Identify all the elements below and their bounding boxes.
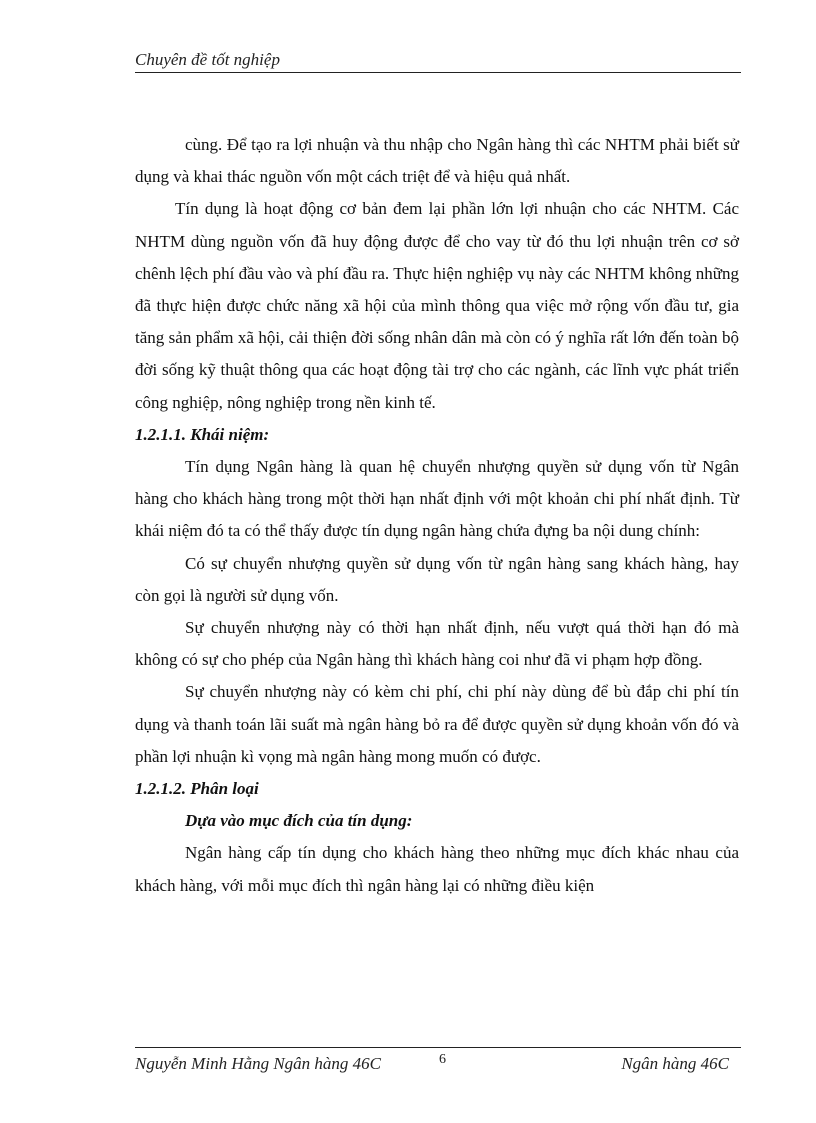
paragraph-credit-definition: Tín dụng Ngân hàng là quan hệ chuyển nhượng quyền sử dụng vốn từ Ngân hàng cho khách hàng trong một thời hạn nhất định với một khoản chi phí nhất định. Từ khái niệm đó ta có thể thấy được tín dụng ngân hàng chứa đựng ba nội dung chính: <box>135 457 739 541</box>
subheading-by-purpose: Dựa vào mục đích của tín dụng: <box>185 811 413 831</box>
section-heading-concept: 1.2.1.1. Khái niệm: <box>135 424 270 444</box>
paragraph-transfer-cost: Sự chuyển nhượng này có kèm chi phí, chi phí này dùng để bù đắp chi phí tín dụng và thanh toán lãi suất mà ngân hàng bỏ ra để được quyền sử dụng khoản vốn đó và phần lợi nhuận kì vọng mà ngân hàng mong muốn có được. <box>135 682 739 766</box>
page-number: 6 <box>439 1052 446 1067</box>
page-header <box>135 50 741 73</box>
document-body <box>135 129 739 902</box>
footer-department: Ngân hàng 46C <box>621 1054 729 1073</box>
paragraph-credit-intro: Tín dụng là hoạt động cơ bản đem lại phần lớn lợi nhuận cho các NHTM. Các NHTM dùng nguồn vốn đã huy động được để cho vay từ đó thu lợi nhuận trên cơ sở chênh lệch phí đầu vào và phí đầu ra. Thực hiện nghiệp vụ này các NHTM không những đã thực hiện được chức năng xã hội của mình thông qua việc mở rộng vốn đầu tư, gia tăng sản phẩm xã hội, cải thiện đời sống nhân dân mà còn có ý nghĩa rất lớn đến toàn bộ đời sống kỹ thuật thông qua các hoạt động tài trợ cho các ngành, các lĩnh vực phát triển công nghiệp, nông nghiệp trong nền kinh tế. <box>135 199 739 412</box>
section-heading-classification: 1.2.1.2. Phân loại <box>135 779 259 799</box>
paragraph-continuation: cùng. Để tạo ra lợi nhuận và thu nhập cho Ngân hàng thì các NHTM phải biết sử dụng và khai thác nguồn vốn một cách triệt để và hiệu quả nhất. <box>135 135 739 187</box>
paragraph-transfer-right: Có sự chuyển nhượng quyền sử dụng vốn từ ngân hàng sang khách hàng, hay còn gọi là người sử dụng vốn. <box>135 553 739 605</box>
header-title: Chuyên đề tốt nghiệp <box>135 50 280 69</box>
paragraph-by-purpose: Ngân hàng cấp tín dụng cho khách hàng theo những mục đích khác nhau của khách hàng, với mỗi mục đích thì ngân hàng lại có những điều kiện <box>135 843 739 895</box>
page-footer <box>135 1047 741 1078</box>
paragraph-transfer-term: Sự chuyển nhượng này có thời hạn nhất định, nếu vượt quá thời hạn đó mà không có sự cho phép của Ngân hàng thì khách hàng coi như đã vi phạm hợp đồng. <box>135 618 739 670</box>
footer-author: Nguyễn Minh Hằng Ngân hàng 46C <box>135 1054 382 1073</box>
